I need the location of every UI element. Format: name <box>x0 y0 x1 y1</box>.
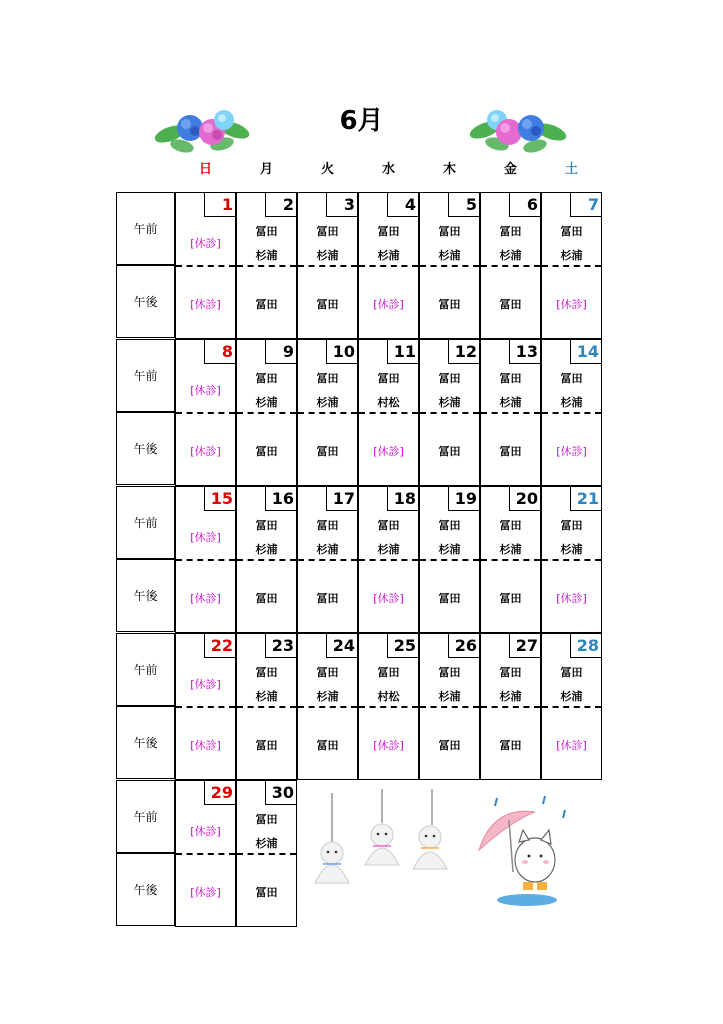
afternoon-label: 午後 <box>116 412 175 485</box>
afternoon-label: 午後 <box>116 559 175 632</box>
day-number: 20 <box>515 489 538 508</box>
afternoon-doctor: 冨田 <box>438 592 461 605</box>
day-number: 24 <box>332 636 355 655</box>
day-number: 10 <box>332 342 355 361</box>
am-pm-divider <box>420 706 479 708</box>
day-number: 5 <box>465 195 477 214</box>
afternoon-doctor: 冨田 <box>255 739 278 752</box>
afternoon-doctor: 冨田 <box>255 592 278 605</box>
morning-doctor: 杉浦 <box>499 543 522 556</box>
am-pm-divider <box>481 559 540 561</box>
day-number: 15 <box>210 489 233 508</box>
morning-doctor: 冨田 <box>438 519 461 532</box>
morning-label: 午前 <box>116 192 175 265</box>
day-cell <box>236 486 297 633</box>
morning-doctor: 冨田 <box>316 519 339 532</box>
afternoon-doctor: 冨田 <box>499 739 522 752</box>
morning-label: 午前 <box>116 339 175 412</box>
morning-doctor: 冨田 <box>377 666 400 679</box>
morning-label: 午前 <box>116 486 175 559</box>
am-pm-divider <box>359 559 418 561</box>
weekday-label: 日 <box>198 162 212 177</box>
morning-doctor: 冨田 <box>560 666 583 679</box>
am-pm-divider <box>298 412 357 414</box>
weekday-label: 月 <box>259 162 273 177</box>
am-pm-divider <box>542 559 601 561</box>
afternoon-doctor: 冨田 <box>438 445 461 458</box>
afternoon-doctor: [休診] <box>556 739 587 752</box>
morning-doctor: 杉浦 <box>560 249 583 262</box>
day-number: 19 <box>454 489 477 508</box>
am-pm-divider <box>176 412 235 414</box>
afternoon-doctor: [休診] <box>190 298 221 311</box>
am-pm-divider <box>237 559 296 561</box>
day-number: 13 <box>515 342 538 361</box>
day-cell <box>236 339 297 486</box>
day-cell <box>175 486 236 633</box>
morning-doctor: [休診] <box>190 384 221 397</box>
day-cell <box>541 633 602 780</box>
day-number: 6 <box>526 195 538 214</box>
am-pm-divider <box>237 412 296 414</box>
morning-doctor: 杉浦 <box>499 396 522 409</box>
morning-doctor: 杉浦 <box>316 396 339 409</box>
day-cell <box>541 192 602 339</box>
day-number: 29 <box>210 783 233 802</box>
day-cell <box>297 633 358 780</box>
am-pm-divider <box>420 559 479 561</box>
day-number: 9 <box>282 342 294 361</box>
morning-doctor: 冨田 <box>438 372 461 385</box>
morning-label: 午前 <box>116 780 175 853</box>
am-pm-divider <box>298 265 357 267</box>
am-pm-divider <box>176 706 235 708</box>
day-cell <box>541 486 602 633</box>
morning-doctor: 冨田 <box>438 666 461 679</box>
hydrangea-right-illustration <box>467 100 567 158</box>
afternoon-doctor: 冨田 <box>438 739 461 752</box>
weekday-label: 金 <box>503 162 517 177</box>
morning-doctor: 杉浦 <box>499 249 522 262</box>
day-cell <box>236 192 297 339</box>
afternoon-doctor: 冨田 <box>255 886 278 899</box>
afternoon-doctor: [休診] <box>190 592 221 605</box>
day-number: 12 <box>454 342 477 361</box>
afternoon-doctor: [休診] <box>556 445 587 458</box>
afternoon-doctor: [休診] <box>556 298 587 311</box>
day-number: 26 <box>454 636 477 655</box>
day-cell <box>480 192 541 339</box>
morning-doctor: 杉浦 <box>560 690 583 703</box>
day-number: 3 <box>343 195 355 214</box>
morning-doctor: 冨田 <box>255 225 278 238</box>
afternoon-doctor: 冨田 <box>316 592 339 605</box>
day-cell <box>236 780 297 927</box>
afternoon-doctor: 冨田 <box>255 298 278 311</box>
afternoon-doctor: [休診] <box>190 886 221 899</box>
day-cell <box>175 192 236 339</box>
day-cell <box>175 780 236 927</box>
am-pm-divider <box>481 265 540 267</box>
morning-doctor: 杉浦 <box>255 396 278 409</box>
am-pm-divider <box>542 706 601 708</box>
morning-doctor: 冨田 <box>499 225 522 238</box>
morning-doctor: 杉浦 <box>438 396 461 409</box>
morning-doctor: 冨田 <box>316 666 339 679</box>
am-pm-divider <box>298 706 357 708</box>
morning-doctor: 冨田 <box>499 372 522 385</box>
am-pm-divider <box>420 412 479 414</box>
weekday-label: 木 <box>442 162 456 177</box>
morning-doctor: 杉浦 <box>377 249 400 262</box>
morning-doctor: 冨田 <box>255 813 278 826</box>
morning-doctor: [休診] <box>190 237 221 250</box>
morning-doctor: 杉浦 <box>316 690 339 703</box>
afternoon-doctor: 冨田 <box>499 298 522 311</box>
day-number: 1 <box>221 195 233 214</box>
day-cell <box>358 192 419 339</box>
afternoon-doctor: 冨田 <box>499 592 522 605</box>
morning-doctor: 村松 <box>377 690 400 703</box>
am-pm-divider <box>420 265 479 267</box>
page-title: 6月 <box>339 106 384 136</box>
day-cell <box>297 486 358 633</box>
afternoon-doctor: [休診] <box>373 445 404 458</box>
day-cell <box>236 633 297 780</box>
day-number: 18 <box>393 489 416 508</box>
am-pm-divider <box>359 412 418 414</box>
morning-doctor: 杉浦 <box>255 690 278 703</box>
day-number: 8 <box>221 342 233 361</box>
morning-doctor: 杉浦 <box>255 249 278 262</box>
day-number: 23 <box>271 636 294 655</box>
morning-doctor: 冨田 <box>560 225 583 238</box>
morning-doctor: 冨田 <box>377 372 400 385</box>
morning-doctor: 杉浦 <box>316 543 339 556</box>
day-cell <box>358 339 419 486</box>
day-cell <box>175 339 236 486</box>
weekday-label: 水 <box>381 162 395 177</box>
morning-doctor: [休診] <box>190 678 221 691</box>
am-pm-divider <box>359 706 418 708</box>
afternoon-doctor: 冨田 <box>499 445 522 458</box>
afternoon-doctor: 冨田 <box>316 445 339 458</box>
morning-doctor: 村松 <box>377 396 400 409</box>
afternoon-label: 午後 <box>116 706 175 779</box>
afternoon-doctor: 冨田 <box>255 445 278 458</box>
day-number: 30 <box>271 783 294 802</box>
morning-doctor: 杉浦 <box>255 543 278 556</box>
day-cell <box>480 633 541 780</box>
morning-doctor: 杉浦 <box>438 690 461 703</box>
am-pm-divider <box>359 265 418 267</box>
day-cell <box>480 486 541 633</box>
afternoon-doctor: [休診] <box>556 592 587 605</box>
afternoon-doctor: 冨田 <box>316 739 339 752</box>
afternoon-doctor: [休診] <box>373 592 404 605</box>
morning-doctor: 杉浦 <box>560 396 583 409</box>
day-number: 2 <box>282 195 294 214</box>
morning-doctor: 冨田 <box>316 225 339 238</box>
day-cell <box>297 339 358 486</box>
day-number: 28 <box>576 636 599 655</box>
morning-doctor: 杉浦 <box>438 249 461 262</box>
afternoon-doctor: [休診] <box>190 445 221 458</box>
hydrangea-left-illustration <box>152 100 252 158</box>
morning-doctor: 杉浦 <box>560 543 583 556</box>
afternoon-doctor: [休診] <box>373 739 404 752</box>
morning-doctor: 冨田 <box>438 225 461 238</box>
am-pm-divider <box>542 412 601 414</box>
morning-doctor: [休診] <box>190 825 221 838</box>
morning-label: 午前 <box>116 633 175 706</box>
day-number: 21 <box>576 489 599 508</box>
am-pm-divider <box>542 265 601 267</box>
teru-teru-bozu-illustration <box>305 785 460 895</box>
day-number: 17 <box>332 489 355 508</box>
am-pm-divider <box>176 265 235 267</box>
morning-doctor: 冨田 <box>560 372 583 385</box>
morning-doctor: 杉浦 <box>499 690 522 703</box>
day-cell <box>480 339 541 486</box>
morning-doctor: [休診] <box>190 531 221 544</box>
afternoon-doctor: [休診] <box>373 298 404 311</box>
am-pm-divider <box>237 706 296 708</box>
morning-doctor: 杉浦 <box>255 837 278 850</box>
afternoon-doctor: [休診] <box>190 739 221 752</box>
am-pm-divider <box>237 265 296 267</box>
afternoon-doctor: 冨田 <box>438 298 461 311</box>
day-cell <box>175 633 236 780</box>
morning-doctor: 冨田 <box>255 666 278 679</box>
morning-doctor: 冨田 <box>255 372 278 385</box>
morning-doctor: 冨田 <box>560 519 583 532</box>
morning-doctor: 冨田 <box>499 666 522 679</box>
day-cell <box>419 192 480 339</box>
day-cell <box>297 192 358 339</box>
morning-doctor: 杉浦 <box>316 249 339 262</box>
day-number: 25 <box>393 636 416 655</box>
morning-doctor: 杉浦 <box>438 543 461 556</box>
morning-doctor: 冨田 <box>499 519 522 532</box>
day-number: 22 <box>210 636 233 655</box>
day-cell <box>419 486 480 633</box>
day-number: 11 <box>393 342 416 361</box>
day-number: 4 <box>404 195 416 214</box>
morning-doctor: 杉浦 <box>377 543 400 556</box>
morning-doctor: 冨田 <box>377 519 400 532</box>
weekday-label: 土 <box>564 162 578 177</box>
day-number: 7 <box>587 195 599 214</box>
weekday-label: 火 <box>320 162 334 177</box>
day-cell <box>419 633 480 780</box>
day-cell <box>541 339 602 486</box>
afternoon-doctor: 冨田 <box>316 298 339 311</box>
am-pm-divider <box>481 412 540 414</box>
cat-umbrella-illustration <box>473 790 583 908</box>
day-number: 27 <box>515 636 538 655</box>
am-pm-divider <box>298 559 357 561</box>
morning-doctor: 冨田 <box>255 519 278 532</box>
morning-doctor: 冨田 <box>377 225 400 238</box>
day-cell <box>358 633 419 780</box>
morning-doctor: 冨田 <box>316 372 339 385</box>
am-pm-divider <box>176 853 235 855</box>
day-cell <box>358 486 419 633</box>
day-number: 14 <box>576 342 599 361</box>
am-pm-divider <box>481 706 540 708</box>
day-number: 16 <box>271 489 294 508</box>
afternoon-label: 午後 <box>116 265 175 338</box>
afternoon-label: 午後 <box>116 853 175 926</box>
am-pm-divider <box>176 559 235 561</box>
day-cell <box>419 339 480 486</box>
am-pm-divider <box>237 853 296 855</box>
